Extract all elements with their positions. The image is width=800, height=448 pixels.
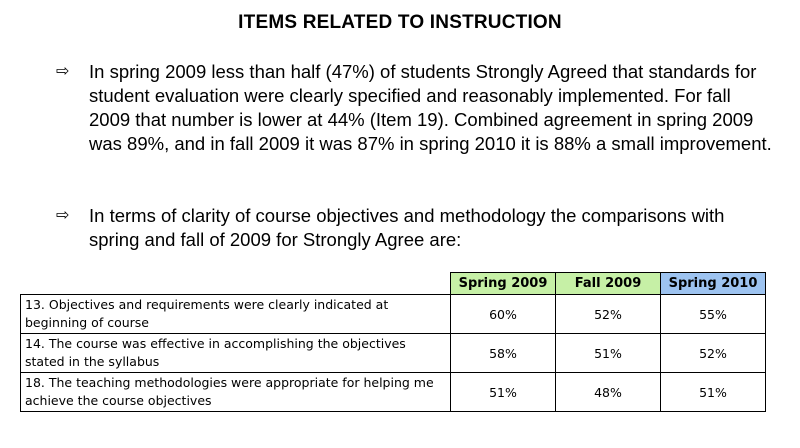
table-header-blank (21, 273, 451, 295)
value-cell: 52% (556, 295, 661, 334)
value-cell: 51% (661, 373, 766, 412)
item-text: 18. The teaching methodologies were appropriate for helping me achieve the course objectives (21, 373, 451, 412)
bullet-text: In terms of clarity of course objectives and methodology the comparisons with spring and fall of 2009 for Strongly Agree are: (89, 205, 725, 250)
value-cell: 58% (451, 334, 556, 373)
bullet-item (56, 60, 776, 156)
value-cell: 55% (661, 295, 766, 334)
right-arrow-icon: ⇨ (56, 63, 70, 80)
column-header-fall-2009: Fall 2009 (556, 273, 661, 295)
item-text: 14. The course was effective in accomplishing the objectives stated in the syllabus (21, 334, 451, 373)
bullet-item (56, 204, 776, 252)
column-header-spring-2009: Spring 2009 (451, 273, 556, 295)
table-row (21, 334, 766, 373)
column-header-spring-2010: Spring 2010 (661, 273, 766, 295)
table-header-row (21, 273, 766, 295)
value-cell: 51% (451, 373, 556, 412)
value-cell: 52% (661, 334, 766, 373)
comparison-table (20, 272, 766, 412)
right-arrow-icon: ⇨ (56, 207, 70, 224)
slide-title: ITEMS RELATED TO INSTRUCTION (238, 12, 562, 33)
value-cell: 48% (556, 373, 661, 412)
bullet-text: In spring 2009 less than half (47%) of students Strongly Agreed that standards for student evaluation were clearly specified and reasonably implemented. For fall 2009 that number is lower at 44% (Item 19). Combined agreement in spring 2009 was 89%, and in fall 2009 it was 87% in spring 2010 it is 88% a small improvement. (89, 61, 772, 154)
value-cell: 60% (451, 295, 556, 334)
item-text: 13. Objectives and requirements were clearly indicated at beginning of course (21, 295, 451, 334)
table-row (21, 295, 766, 334)
value-cell: 51% (556, 334, 661, 373)
table-row (21, 373, 766, 412)
